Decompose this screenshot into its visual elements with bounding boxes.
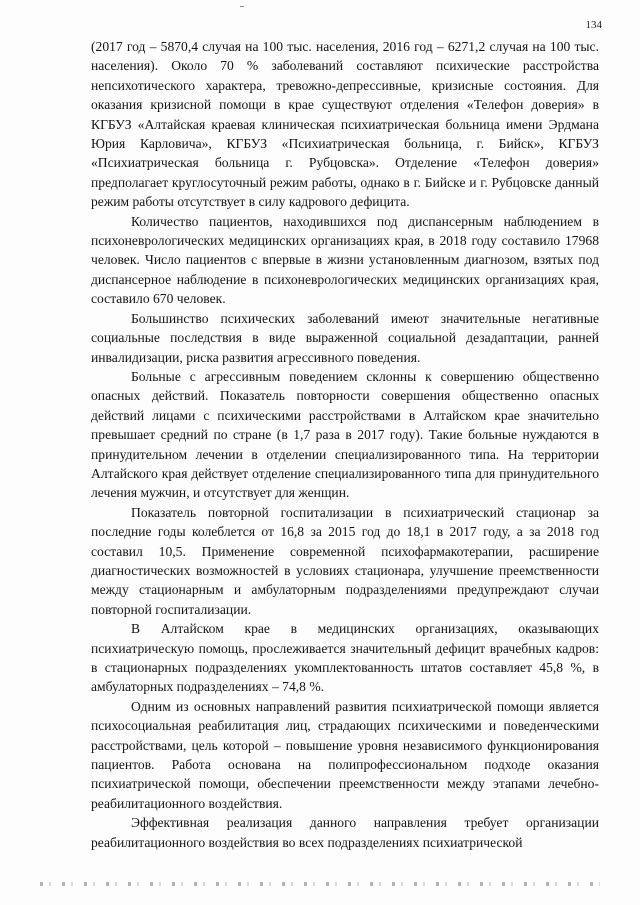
paragraph-rehospitalization: Показатель повторной госпитализации в психиатрический стационар за последние годы колеблется от 16,8 за 2015 год до 18,1 в 2017 году, а за 2018 год составил 10,5. Применение современной психофармакотерапии, расширение диагностических возможностей в условиях стационара, улучшение преемственности между стационарным и амбулаторным подразделениями предупреждают случаи повторной госпитализации. [91,504,599,617]
paragraph-staff-deficit: В Алтайском крае в медицинских организациях, оказывающих психиатрическую помощь, прослеживается значительный дефицит врачебных кадров: в стационарных подразделениях укомплектованность штатов составляет 45,8 %, в амбулаторных подразделениях – 74,8 %. [91,621,599,695]
paragraph-dispensary-patients: Количество пациентов, находившихся под диспансерным наблюдением в психоневрологических медицинских организациях края, в 2018 году составило 17968 человек. Число пациентов с впервые в жизни установленным диагнозом, взятых под диспансерное наблюдение в психоневрологических медицинских организациях края, составило 670 человек. [91,213,599,307]
scan-artifact [40,882,600,886]
scan-mark [240,6,244,7]
paragraph-psychosocial-rehab: Одним из основных направлений развития психиатрической помощи является психосоциальная реабилитация лиц, страдающих психическими и поведенческими расстройствами, цель которой – повышение уровня независимого функционирования пациентов. Работа основана на полипрофессиональном подходе оказания психиатрической помощи, обеспечении преемственности между этапами лечебно-реабилитационного воздействия. [91,698,599,811]
paragraph-effective-implementation: Эффективная реализация данного направления требует организации реабилитационного воздействия во всех подразделениях психиатрической [91,815,599,850]
page-number: 134 [585,19,602,31]
paragraph-aggressive-behavior: Больные с агрессивным поведением склонны к совершению общественно опасных действий. Показатель повторности совершения общественно опасных действий лицами с психическими расстройствами в Алтайском крае значительно превышает средний по стране (в 1,7 раза в 2017 году). Такие больные нуждаются в принудительном лечении в отделении специализированного типа. На территории Алтайского края действует отделение специализированного типа для принудительного лечения мужчин, и отсутствует для женщин. [91,368,599,501]
body-text [91,37,599,852]
paragraph-crisis-help: (2017 год – 5870,4 случая на 100 тыс. населения, 2016 год – 6271,2 случая на 100 тыс. населения). Около 70 % заболеваний составляют психические расстройства непсихотического характера, тревожно-депрессивные, кризисные состояния. Для оказания кризисной помощи в крае существуют отделения «Телефон доверия» в КГБУЗ «Алтайская краевая клиническая психиатрическая больница имени Эрдмана Юрия Карловича», КГБУЗ «Психиатрическая больница, г. Бийск», КГБУЗ «Психиатрическая больница г. Рубцовска». Отделение «Телефон доверия» предполагает круглосуточный режим работы, однако в г. Бийске и г. Рубцовске данный режим работы отсутствует в силу кадрового дефицита. [91,39,599,210]
paragraph-social-consequences: Большинство психических заболеваний имеют значительные негативные социальные последствия в виде выраженной социальной дезадаптации, ранней инвалидизации, риска развития агрессивного поведения. [91,310,599,365]
